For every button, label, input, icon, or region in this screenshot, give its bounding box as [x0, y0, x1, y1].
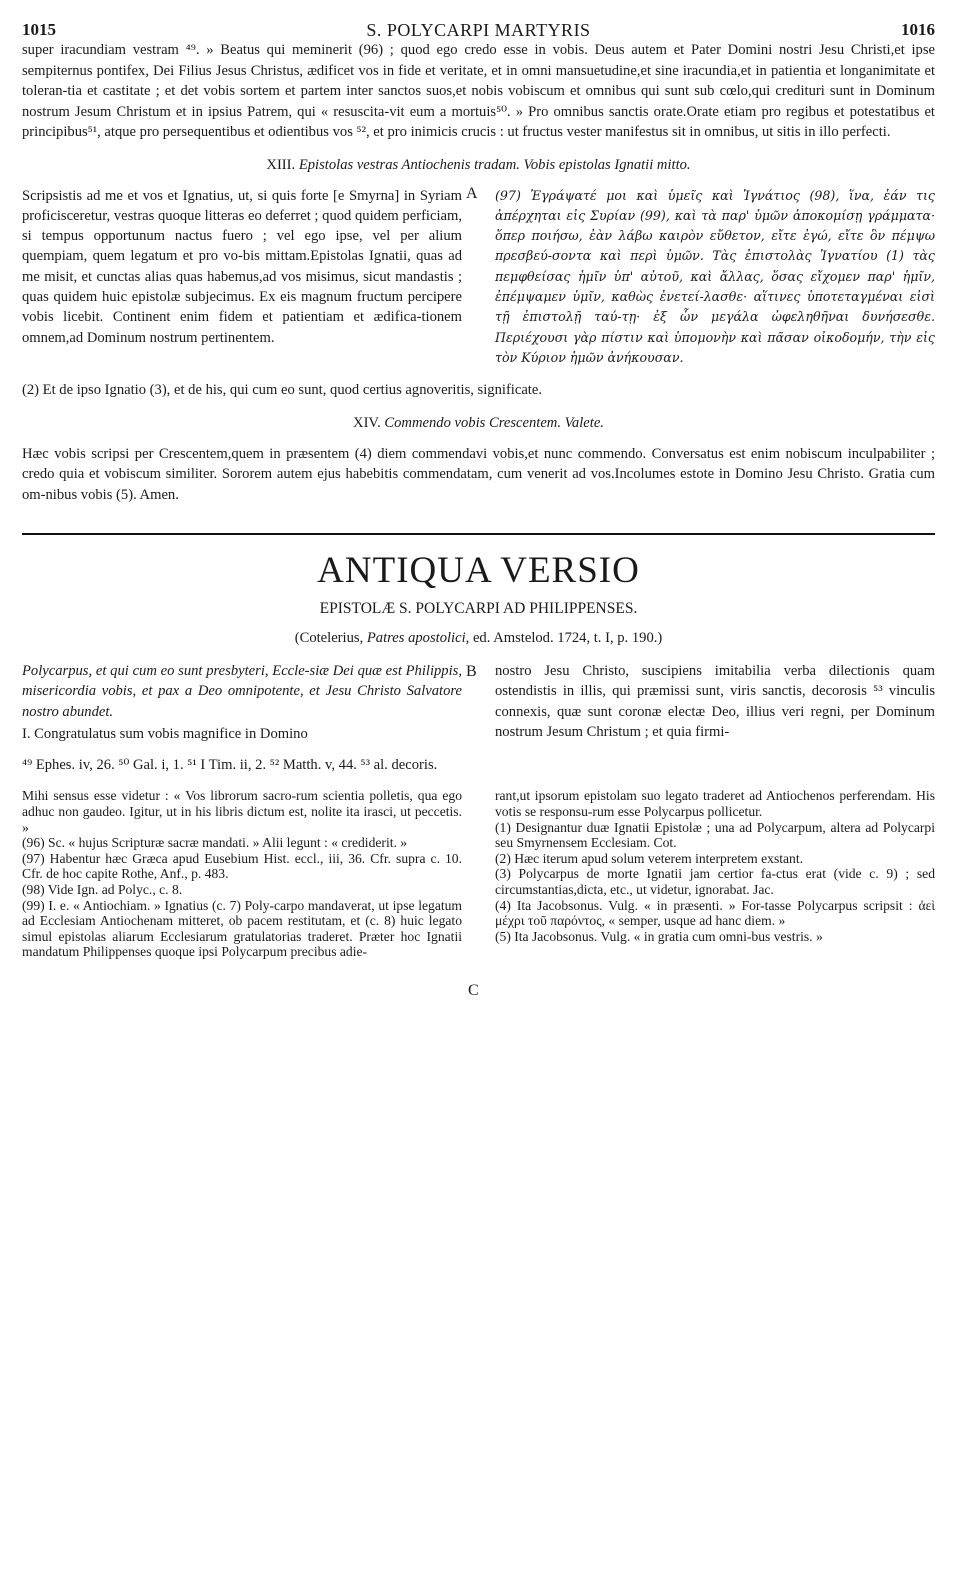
source-author: (Cotelerius,	[294, 630, 364, 647]
section-14-title: Commendo vobis Crescentem. Valete.	[384, 414, 604, 431]
ignatius-paragraph: (2) Et de ipso Ignatio (3), et de his, qui cum eo sunt, quod certius agnoveritis, significate.	[22, 382, 542, 399]
column-marker-a: A	[466, 184, 478, 202]
running-header	[22, 14, 935, 40]
antiqua-title: ANTIQUA VERSIO	[317, 550, 640, 592]
antiqua-subtitle: EPISTOLÆ S. POLYCARPI AD PHILIPPENSES.	[319, 600, 638, 618]
section-13-title: Epistolas vestras Antiochenis tradam. Vobis epistolas Ignatii mitto.	[298, 156, 691, 173]
note-item: (99) I. e. « Antiochiam. » Ignatius (c. 7) Poly-carpo mandaverat, ut ipse legatum ad Ecclesiam Antiochenam mitteret, ob pacem restitutam, et (c. 8) huic legato simul epistolas aliarum Ecclesiarum gratulatorias traderet. Præter hoc Ignatii mandatum Philippenses quoque ipsi Polycarpum precibus adie-	[22, 897, 462, 960]
section-13-greek: (97) Ἐγράψατέ μοι καὶ ὑμεῖς καὶ Ἰγνάτιος (98), ἵνα, ἐάν τις ἀπέρχηται εἰς Συρίαν (99), καὶ τὰ παρ' ὑμῶν ἀποκομίσῃ γράμματα· ὅπερ ποιήσω, ἐὰν λάβω καιρὸν εὔθετον, εἴτε ἐγώ, εἴτε ὃν πέμψω πρεσβεύ-σοντα καὶ περὶ ὑμῶν. Τὰς ἐπιστολὰς Ἰγνατίου (1) τὰς πεμφθείσας ἡμῖν ὑπ' αὐτοῦ, καὶ ἄλλας, ὅσας εἴχομεν παρ' ἡμῖν, ἐπέμψαμεν ὑμῖν, καθὼς ἐνετεί-λασθε· αἵτινες ὑποτεταγμέναι εἰσὶ τῇ ἐπιστολῇ ταύ-τῃ· ἐξ ὧν μεγάλα ὠφεληθῆναι δυνήσεσθε. Περιέχουσι γὰρ πίστιν καὶ ὑπομονὴν καὶ πᾶσαν οἰκοδομήν, τὴν εἰς τὸν Κύριον ἡμῶν ἀνήκουσαν.	[495, 187, 935, 365]
salutation: Polycarpus, et qui cum eo sunt presbyteri, Eccle-siæ Dei quæ est Philippis, misericordia vobis, et pax a Deo omnipotente, et Jesu Christo Salvatore nostro abundet.	[22, 663, 462, 720]
note-item: (3) Polycarpus de morte Ignatii jam certior fa-ctus erat (vide c. 9) ; sed circumstantias,dicta, etc., ut videtur, ignorabat. Jac.	[495, 866, 935, 897]
note-item: (96) Sc. « hujus Scripturæ sacræ mandati. » Alii legunt : « crediderit. »	[22, 835, 408, 851]
antiqua-source	[22, 630, 935, 647]
note-item: (4) Ita Jacobsonus. Vulg. « in præsenti. » For-tasse Polycarpus scripsit : ἀεὶ μέχρι τοῦ παρόντος, « semper, usque ad hanc diem. »	[495, 897, 935, 929]
running-title: S. POLYCARPI MARTYRIS	[366, 20, 591, 40]
section-13-latin: Scripsistis ad me et vos et Ignatius, ut, si quis forte [e Smyrna] in Syriam proficisceretur, vestras quoque litteras eo deferret ; quod quidem perficiam, si tempus opportunum nactus fuero ; vel ego ipse, vel per alium quempiam, quem legatum et pro vo-bis mittam.Epistolas Ignatii, quas ad me misit, et cunctas alias quas habemus,ad vos misimus, sicut mandastis ; quas quidem huic epistolæ subjecimus. Ex eis magnum fructum percipere vobis licebit. Continent enim fidem et patientiam et ædifica-tionem omnem,ad Dominum nostrum pertinentem.	[22, 187, 462, 346]
footnote-references: ⁴⁹ Ephes. iv, 26. ⁵⁰ Gal. i, 1. ⁵¹ I Tim. ii, 2. ⁵² Matth. v, 44. ⁵³ al. decoris.	[22, 757, 438, 774]
page-number-right: 1016	[901, 20, 935, 39]
section-14-number: XIV.	[353, 414, 381, 431]
notes-columns	[22, 788, 935, 1000]
antiqua-columns	[22, 661, 935, 744]
page-number-left: 1015	[22, 20, 56, 39]
note-item: (97) Habentur hæc Græca apud Eusebium Hist. eccl., iii, 36. Cfr. supra c. 10. Cfr. de hoc capite Rothe, Anf., p. 483.	[22, 850, 462, 882]
note-item: Mihi sensus esse videtur : « Vos librorum sacro-rum scientia polletis, qua ego adhuc non gaudeo. Igitur, ut in his libris dictum est, nolite ita irasci, ut peccetis. »	[22, 788, 462, 835]
note-item: (1) Designantur duæ Ignatii Epistolæ ; una ad Polycarpum, altera ad Polycarpi seu Smyrnensem Ecclesiam. Cot.	[495, 819, 935, 851]
note-item: (98) Vide Ign. ad Polyc., c. 8.	[22, 881, 183, 897]
note-item: (2) Hæc iterum apud solum veterem interpretem exstant.	[495, 850, 804, 866]
note-item: (5) Ita Jacobsonus. Vulg. « in gratia cum omni-bus vestris. »	[495, 928, 823, 944]
notes-left-column	[22, 788, 462, 960]
section-13-number: XIII.	[266, 156, 296, 173]
notes-right-column	[495, 788, 935, 960]
section-13-columns	[22, 186, 935, 369]
source-edition: ed. Amstelod. 1724, t. I, p. 190.)	[472, 630, 663, 647]
top-paragraph: super iracundiam vestram ⁴⁹. » Beatus qui meminerit (96) ; quod ego credo esse in vobis. Deus autem et Pater Domini nostri Jesu Christi,et ipse sempiternus pontifex, Dei Filius Jesus Christus, ædificet vos in fide et veritate, et in omni mansuetudine,et sine iracundia,et in patientia et longanimitate et toleran-tia et castitate ; et det vobis sortem et partem inter sanctos suos,et nobis vobiscum et omnibus qui sunt sub cœlo,qui credituri sunt in Dominum nostrum Jesum Christum et in ipsius Patrem, qui « resuscita-vit eum a mortuis⁵⁰. » Pro omnibus sanctis orate.Orate etiam pro regibus et potestatibus et principibus⁵¹, atque pro persequentibus et odientibus vos ⁵², et pro inimicis crucis : ut fructus vester manifestus sit in omnibus, ut sitis in illo perfecti.	[22, 42, 935, 140]
section-14-heading	[22, 415, 935, 432]
antiqua-left-column	[22, 661, 462, 744]
section-14-text: Hæc vobis scripsi per Crescentem,quem in præsentem (4) diem commendavi vobis,et nunc commendo. Conversatus est enim nobiscum inculpabiliter ; credo quia et vobiscum similiter. Sororem autem ejus habebitis commendatam, cum venerit ad vos.Incolumes estote in Domino Jesu Christo. Gratia cum om-nibus vobis (5). Amen.	[22, 445, 935, 503]
chapter-1-start: I. Congratulatus sum vobis magnifice in Domino	[22, 726, 308, 743]
section-13-heading	[22, 157, 935, 174]
antiqua-right-column: nostro Jesu Christo, suscipiens imitabilia verba dilectionis quam ostendistis in illis, qui præmissi sunt, viris sanctis, decorosis ⁵³ vinculis connexis, quæ sunt coronæ electæ Deo, illius veri regni, per Dominum nostrum Jesum Christum ; et quia firmi-	[495, 663, 935, 741]
column-marker-b: B	[466, 663, 477, 681]
source-work: Patres apostolici,	[366, 630, 470, 647]
column-marker-c: C	[468, 982, 479, 1000]
page	[22, 14, 935, 1000]
note-item: rant,ut ipsorum epistolam suo legato traderet ad Antiochenos perferendam. His votis se responsu-rum esse Polycarpus pollicetur.	[495, 788, 935, 819]
section-divider	[22, 533, 935, 535]
